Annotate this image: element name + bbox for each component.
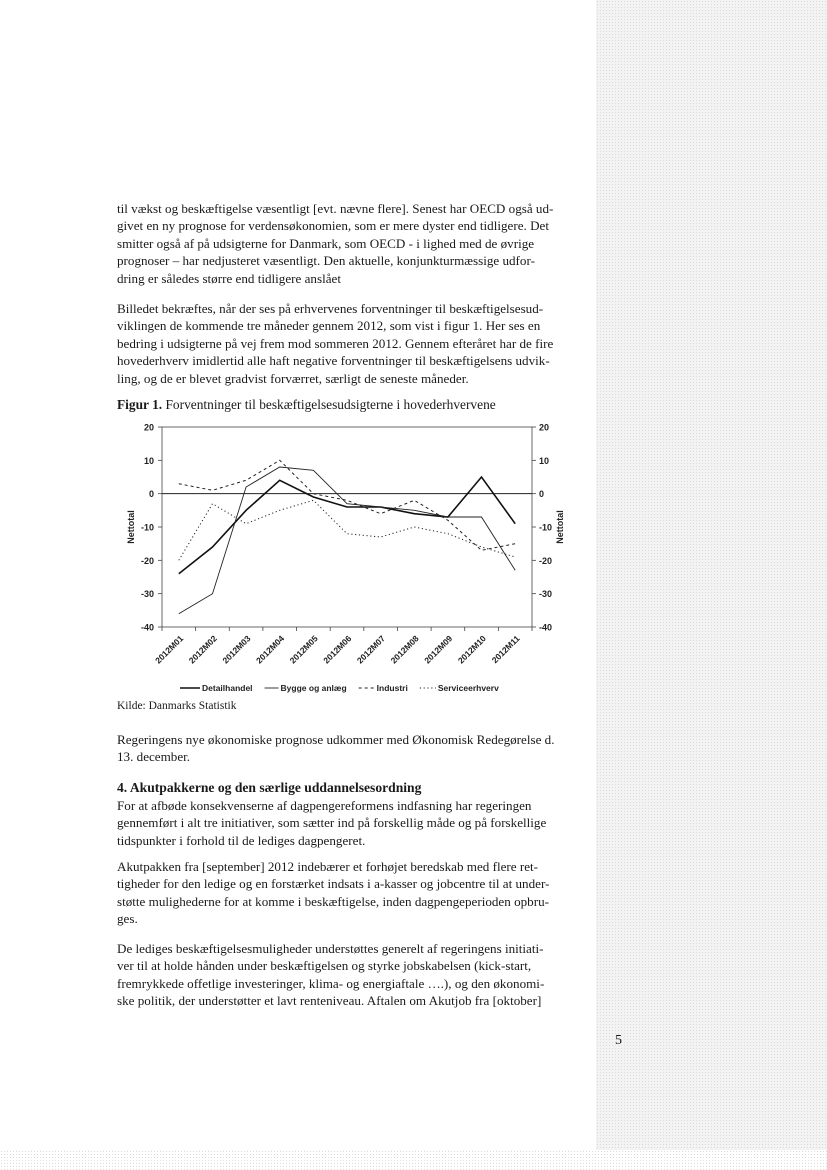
text-line: ver til at holde hånden under beskæftigelsen og styrke jobskabelsen (kick-start, bbox=[117, 958, 532, 974]
text-line: prognoser – har nedjusteret væsentligt. Den aktuelle, konjunkturmæssige udfor- bbox=[117, 253, 535, 269]
y-tick-label-right: -20 bbox=[539, 555, 553, 566]
text-line: For at afbøde konsekvenserne af dagpengereformens indfasning har regeringen bbox=[117, 798, 532, 813]
series-line-serviceerhverv bbox=[179, 500, 515, 560]
legend-label: Serviceerhverv bbox=[437, 683, 499, 693]
legend-label: Detailhandel bbox=[202, 683, 253, 693]
text-line: til vækst og beskæftigelse væsentligt [evt. nævne flere]. Senest har OECD også ud- bbox=[117, 201, 554, 216]
page-number: 5 bbox=[615, 1033, 622, 1048]
text-line: Regeringens nye økonomiske prognose udkommer med Økonomisk Redegørelse d. bbox=[117, 732, 555, 747]
y-tick-label-left: -10 bbox=[140, 522, 154, 533]
legend-label: Industri bbox=[376, 683, 408, 693]
legend-label: Bygge og anlæg bbox=[280, 683, 347, 693]
figure-label: Figur 1. bbox=[117, 397, 163, 412]
text-line: 13. december. bbox=[117, 749, 191, 765]
paragraph-4 bbox=[117, 797, 585, 849]
series-line-industri bbox=[179, 460, 515, 550]
y-tick-label-left: -40 bbox=[140, 622, 154, 633]
paragraph-5 bbox=[117, 858, 585, 928]
text-line: støtte mulighederne for at komme i beskæftigelse, inden dagpengeperioden opbru- bbox=[117, 893, 549, 909]
text-line: tidspunkter i forhold til de lediges dagpengeret. bbox=[117, 832, 366, 848]
figure-title: Forventninger til beskæftigelsesudsigterne i hovederhvervene bbox=[162, 397, 496, 412]
series-line-detailhandel bbox=[179, 477, 515, 574]
x-tick-label: 2012M10 bbox=[455, 633, 488, 666]
text-line: Billedet bekræftes, når der ses på erhvervenes forventninger til beskæftigelsesud- bbox=[117, 301, 544, 316]
y-axis-label-left: Nettotal bbox=[126, 510, 136, 544]
y-tick-label-left: -20 bbox=[140, 555, 154, 566]
x-tick-label: 2012M07 bbox=[354, 633, 388, 666]
text-line: ges. bbox=[117, 911, 138, 927]
y-tick-label-right: 20 bbox=[539, 422, 550, 433]
text-line: bedring i udsigterne på vej frem mod sommeren 2012. Gennem efteråret har de fire bbox=[117, 335, 554, 351]
x-tick-label: 2012M02 bbox=[186, 633, 219, 666]
chart-axes bbox=[126, 423, 565, 633]
x-tick-label: 2012M03 bbox=[220, 633, 253, 666]
text-line: fremrykkede offetlige investeringer, klima- og energiaftale ….), og den økonomi- bbox=[117, 975, 545, 991]
y-tick-label-left: 0 bbox=[148, 489, 154, 500]
text-line: ske politik, der understøtter et lavt renteniveau. Aftalen om Akutjob fra [oktober] bbox=[117, 993, 542, 1009]
x-tick-label: 2012M08 bbox=[388, 633, 421, 666]
text-line: givet en ny prognose for verdensøkonomien, som er mere dyster end tidligere. Det bbox=[117, 218, 549, 234]
text-line: tigheder for den ledige og en forstærket indsats i a-kasser og jobcentre til at under- bbox=[117, 876, 550, 892]
y-tick-label-right: -10 bbox=[539, 522, 553, 533]
x-tick-label: 2012M01 bbox=[153, 633, 186, 666]
text-line: dring er således større end tidligere anslået bbox=[117, 270, 341, 286]
chart-lines bbox=[179, 460, 515, 613]
y-tick-label-left: -30 bbox=[140, 589, 154, 600]
text-line: Akutpakken fra [september] 2012 indebærer et forhøjet beredskab med flere ret- bbox=[117, 859, 539, 874]
figure-source: Kilde: Danmarks Statistik bbox=[117, 700, 237, 712]
text-line: ling, og de er blevet gradvist forværret, særligt de seneste måneder. bbox=[117, 370, 469, 386]
y-tick-label-right: -40 bbox=[539, 622, 553, 633]
text-line: viklingen de kommende tre måneder gennem 2012, som vist i figur 1. Her ses en bbox=[117, 318, 541, 334]
plot-frame bbox=[162, 427, 532, 627]
y-axis-label-right: Nettotal bbox=[555, 510, 565, 544]
text-line: smitter også af på udsigterne for Danmark, som OECD - i lighed med de øvrige bbox=[117, 235, 535, 251]
paragraph-3 bbox=[117, 731, 585, 766]
chart-x-labels bbox=[153, 633, 522, 665]
paragraph-6 bbox=[117, 940, 585, 1010]
text-line: gennemført i alt tre initiativer, som sætter ind på forskellig måde og på forskellige bbox=[117, 815, 547, 831]
text-line: hovederhverv imidlertid alle haft negative forventninger til beskæftigelsens udvik- bbox=[117, 353, 550, 369]
section-heading: 4. Akutpakkerne og den særlige uddannelsesordning bbox=[117, 780, 422, 795]
y-tick-label-left: 10 bbox=[143, 455, 154, 466]
x-tick-label: 2012M04 bbox=[254, 633, 287, 666]
x-tick-label: 2012M11 bbox=[489, 633, 522, 666]
y-tick-label-left: 20 bbox=[143, 422, 154, 433]
y-tick-label-right: 0 bbox=[539, 489, 545, 500]
x-tick-label: 2012M09 bbox=[422, 633, 455, 666]
chart-legend bbox=[180, 683, 499, 693]
text-line: De lediges beskæftigelsesmuligheder understøttes generelt af regeringens initiati- bbox=[117, 941, 544, 956]
y-tick-label-right: 10 bbox=[539, 455, 550, 466]
x-tick-label: 2012M05 bbox=[287, 633, 320, 666]
y-tick-label-right: -30 bbox=[539, 589, 553, 600]
x-tick-label: 2012M06 bbox=[321, 633, 354, 666]
series-line-bygge-og-anl-g bbox=[179, 467, 515, 614]
